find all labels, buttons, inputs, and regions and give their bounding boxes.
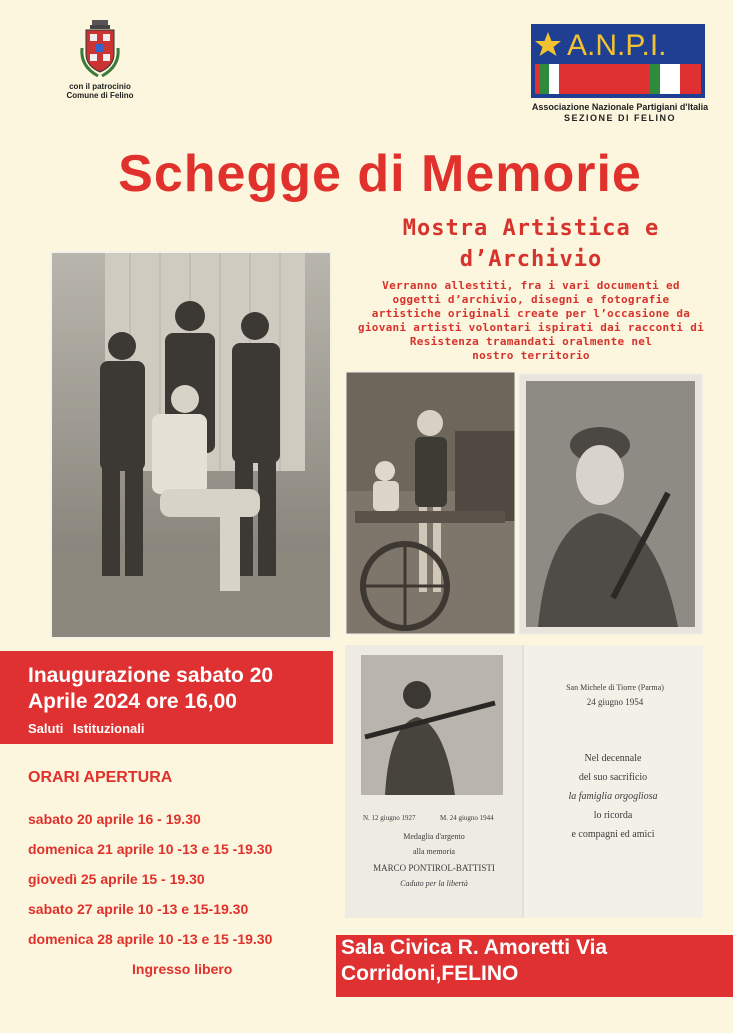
institutional-greetings: Saluti Istituzionali — [28, 721, 145, 736]
card-died: M. 24 giugno 1944 — [440, 814, 494, 822]
card-place: San Michele di Tiorre (Parma) — [566, 683, 664, 692]
opening-hour-row: sabato 20 aprile 16 - 19.30 — [28, 811, 201, 827]
anpi-section: SEZIONE DI FELINO — [563, 113, 676, 123]
card-name: MARCO PONTIROL-BATTISTI — [373, 863, 495, 873]
description-line: oggetti d’archivio, disegni e fotografie — [392, 293, 670, 306]
partisans-group-photo — [50, 251, 332, 639]
free-entry-label: Ingresso libero — [132, 961, 233, 977]
card-dedication-line: Nel decennale — [584, 753, 642, 764]
card-dedication-line: lo ricorda — [593, 810, 633, 821]
woman-partisan-rifle-photo — [518, 373, 703, 635]
opening-hour-row: domenica 21 aprile 10 -13 e 15 -19.30 — [28, 841, 273, 857]
card-caption: Caduto per la libertà — [400, 879, 468, 888]
anpi-logo — [531, 24, 705, 98]
inauguration-line1: Inaugurazione sabato 20 — [28, 664, 274, 687]
anpi-association: Associazione Nazionale Partigiani d'Italia — [531, 102, 709, 112]
opening-hours-title: ORARI APERTURA — [28, 769, 173, 786]
description-line: giovani artisti volontari ispirati dai racconti di — [357, 321, 705, 334]
card-date: 24 giugno 1954 — [586, 697, 644, 707]
card-dedication-line: la famiglia orgogliosa — [568, 791, 658, 802]
opening-hour-row: giovedì 25 aprile 15 - 19.30 — [28, 871, 205, 887]
description-line: Resistenza tramandati oralmente nel — [409, 335, 653, 348]
card-born: N. 12 giugno 1927 — [363, 814, 416, 822]
inauguration-line2: Aprile 2024 ore 16,00 — [28, 690, 237, 713]
venue-line1: Sala Civica R. Amoretti Via — [341, 936, 608, 959]
card-memory: alla memoria — [413, 847, 455, 856]
exhibition-description — [346, 279, 716, 363]
subtitle-line1: Mostra Artistica e — [402, 216, 660, 241]
opening-hour-row: domenica 28 aprile 10 -13 e 15 -19.30 — [28, 931, 273, 947]
card-dedication-line: e compagni ed amici — [571, 829, 655, 840]
description-line: nostro territorio — [472, 349, 590, 362]
patronage-line2: Comune di Felino — [66, 91, 134, 100]
opening-hour-row: sabato 27 aprile 10 -13 e 15-19.30 — [28, 901, 249, 917]
venue-line2: Corridoni,FELINO — [341, 962, 519, 985]
card-medal: Medaglia d'argento — [403, 832, 465, 841]
description-line: artistiche originali create per l’occasione da — [371, 307, 691, 320]
subtitle-line2: d’Archivio — [459, 247, 603, 272]
description-line: Verranno allestiti, fra i vari documenti ed — [382, 279, 680, 292]
patronage-line1: con il patrocinio — [69, 82, 131, 91]
patronage-text — [50, 82, 150, 100]
memorial-card — [345, 645, 703, 918]
comune-crest-icon — [78, 18, 122, 82]
anpi-acronym: A.N.P.I. — [567, 29, 667, 62]
poster-title: Schegge di Memorie — [118, 145, 642, 203]
card-dedication-line: del suo sacrificio — [578, 772, 648, 783]
woman-with-child-photo — [345, 371, 516, 635]
poster-subtitle — [350, 213, 712, 275]
